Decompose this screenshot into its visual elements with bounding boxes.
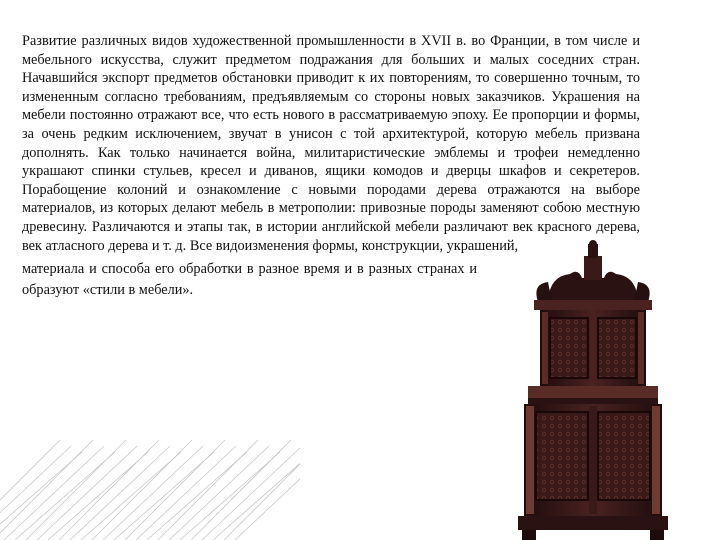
corner-hatch-line [26, 440, 126, 540]
corner-hatch-line [147, 452, 247, 540]
corner-hatch-line [92, 440, 192, 540]
corner-hatch-line [48, 452, 148, 540]
cabinet-image [508, 238, 678, 540]
corner-hatch-line [0, 440, 60, 540]
main-paragraph: Развитие различных видов художественной промышленности в XVII в. во Франции, в том числе и мебельного искусства, служит предметом подражания для больших и малых соседних стран. Начавшийся экспорт предметов обстановки приводит к их повторениям, то совершенно точным, то измененным согласно требованиям, предъявляемым со стороны новых заказчиков. Украшения на мебели постоянно отражают все, что есть нового в рассматриваемую эпоху. Ее пропорции и формы, за очень редким исключением, звучат в унисон с той архитектурой, которую мебель призвана дополнять. Как только начинается война, милитаристические эмблемы и трофеи немедленно украшают спинки стульев, кресел и диванов, ящики комодов и дверцы шкафов и секретеров. Порабощение колоний и ознакомление с новыми породами дерева отражаются на выборе материалов, из которых делают мебель в метрополии: привозные породы заменяют собою местную древесину. Различаются и этапы так, в истории английской мебели различают век красного дерева, век атласного дерева и т. д. Все видоизменения формы, конструкции, украшений, [22, 33, 640, 254]
corner-hatch-line [114, 452, 214, 540]
corner-hatch-line [81, 452, 181, 540]
corner-hatch-line [125, 440, 225, 540]
corner-hatch-line [169, 446, 269, 540]
corner-hatch-line [213, 452, 300, 540]
corner-hatch-line [136, 446, 236, 540]
corner-hatch-line [15, 452, 115, 540]
corner-hatch-line [180, 452, 280, 540]
continued-paragraph: материала и способа его обработки в разное время и в разных странах и образуют «стили в мебели». [22, 261, 477, 299]
corner-hatch-line [37, 446, 137, 540]
decorative-corner-lines [0, 440, 300, 540]
corner-hatch-line [103, 446, 203, 540]
corner-hatch-line [158, 440, 258, 540]
corner-hatch-line [4, 446, 104, 540]
corner-hatch-line [235, 446, 300, 540]
corner-hatch-line [70, 446, 170, 540]
corner-hatch-line [59, 440, 159, 540]
corner-hatch-line [191, 440, 291, 540]
